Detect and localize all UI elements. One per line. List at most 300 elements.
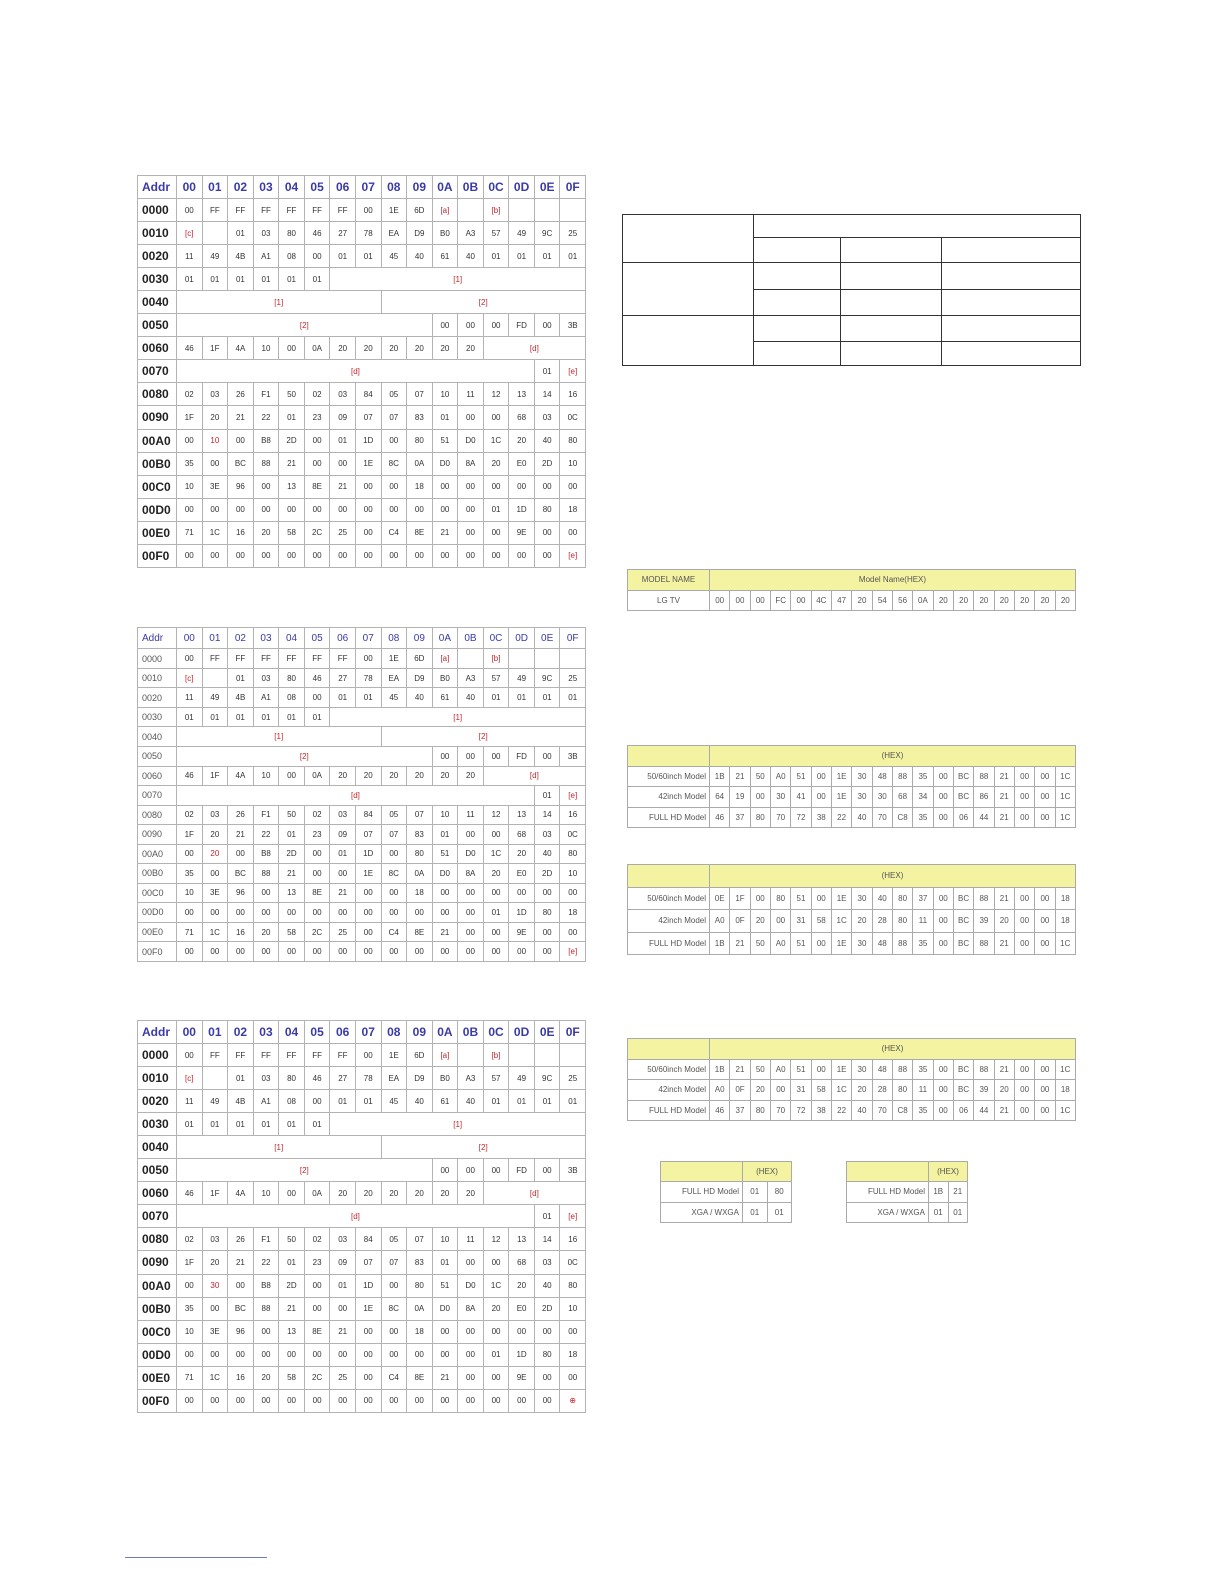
hex-cell: 00 bbox=[432, 498, 458, 521]
hex-cell: 1E bbox=[831, 766, 851, 787]
small-header-label bbox=[661, 1162, 743, 1182]
hex-row-0030 bbox=[138, 707, 586, 727]
hex-cell: 1E bbox=[355, 864, 381, 884]
hex-cell: 00 bbox=[381, 942, 407, 962]
hex-cell: 30 bbox=[852, 766, 872, 787]
hex-cell: 1F bbox=[177, 406, 203, 429]
hex-cell: 4B bbox=[228, 245, 254, 268]
hex-cell: 35 bbox=[913, 766, 933, 787]
timing-header-hex: (HEX) bbox=[710, 746, 1076, 767]
hex-cell: 00 bbox=[253, 1343, 279, 1366]
empty-cell bbox=[841, 263, 941, 290]
hex-cell: 20 bbox=[432, 1182, 458, 1205]
hex-cell bbox=[458, 199, 484, 222]
hex-cell: 00 bbox=[1014, 1100, 1034, 1121]
row-address: 0040 bbox=[138, 1136, 177, 1159]
hex-cell: 00 bbox=[432, 544, 458, 567]
hex-cell: BC bbox=[228, 452, 254, 475]
hex-cell: 00 bbox=[534, 746, 560, 766]
model-label: FULL HD Model bbox=[628, 1100, 710, 1121]
hex-cell: BC bbox=[228, 1297, 254, 1320]
hex-cell: 20 bbox=[750, 1080, 770, 1101]
hex-cell: [c] bbox=[177, 222, 203, 245]
hex-cell: 01 bbox=[743, 1182, 768, 1202]
hex-cell: 30 bbox=[852, 887, 872, 910]
hex-cell: 13 bbox=[509, 1228, 535, 1251]
hex-cell: 00 bbox=[432, 883, 458, 903]
hex-cell: 58 bbox=[279, 521, 305, 544]
hex-cell: 01 bbox=[228, 222, 254, 245]
hex-cell: 0A bbox=[913, 590, 933, 611]
hex-cell: 1C bbox=[483, 429, 509, 452]
hex-cell: 00 bbox=[770, 1080, 790, 1101]
hex-cell: 20 bbox=[407, 766, 433, 786]
hex-cell: 48 bbox=[872, 1059, 892, 1080]
hex-column-header: 06 bbox=[330, 1021, 356, 1044]
hex-cell: D9 bbox=[407, 222, 433, 245]
hex-column-header: 02 bbox=[228, 1021, 254, 1044]
hex-cell: 00 bbox=[355, 883, 381, 903]
hex-cell: 00 bbox=[355, 649, 381, 669]
row-address: 00B0 bbox=[138, 864, 177, 884]
hex-cell: 07 bbox=[381, 1251, 407, 1274]
hex-cell: 8A bbox=[458, 452, 484, 475]
hex-cell: 01 bbox=[483, 688, 509, 708]
hex-cell: 1B bbox=[929, 1182, 949, 1202]
hex-cell: 03 bbox=[253, 1067, 279, 1090]
hex-cell: A3 bbox=[458, 1067, 484, 1090]
hex-row-0020 bbox=[138, 688, 586, 708]
hex-cell: 1C bbox=[202, 521, 228, 544]
hex-cell: 0C bbox=[560, 825, 586, 845]
hex-cell: 00 bbox=[304, 864, 330, 884]
hex-cell: 00 bbox=[458, 825, 484, 845]
hex-cell: 45 bbox=[381, 245, 407, 268]
hex-cell: 37 bbox=[730, 1100, 750, 1121]
model-name-header: MODEL NAME bbox=[628, 570, 710, 591]
model-name-hex-header: Model Name(HEX) bbox=[710, 570, 1076, 591]
hex-cell: 6D bbox=[407, 649, 433, 669]
hex-cell: 10 bbox=[177, 883, 203, 903]
hex-cell: 00 bbox=[1014, 1059, 1034, 1080]
hex-cell: 00 bbox=[933, 787, 953, 808]
row-address: 0050 bbox=[138, 746, 177, 766]
hex-cell: [2] bbox=[381, 1136, 586, 1159]
hex-cell: 00 bbox=[304, 245, 330, 268]
hex-cell: 00 bbox=[509, 1320, 535, 1343]
hex-cell: E0 bbox=[509, 1297, 535, 1320]
hex-cell: 01 bbox=[177, 1113, 203, 1136]
hex-cell: BC bbox=[953, 766, 973, 787]
hex-cell: 88 bbox=[974, 932, 994, 955]
hex-dump-table-1 bbox=[137, 175, 586, 568]
hex-row-0000 bbox=[138, 649, 586, 669]
hex-cell: FD bbox=[509, 314, 535, 337]
hex-cell: 78 bbox=[355, 1067, 381, 1090]
hex-cell: 58 bbox=[279, 1366, 305, 1389]
hex-cell: [d] bbox=[483, 337, 585, 360]
hex-cell: 61 bbox=[432, 1090, 458, 1113]
hex-cell: 1C bbox=[202, 922, 228, 942]
hex-cell: 88 bbox=[974, 766, 994, 787]
hex-column-header: 08 bbox=[381, 1021, 407, 1044]
hex-cell: 03 bbox=[202, 383, 228, 406]
hex-cell: 00 bbox=[279, 903, 305, 923]
hex-cell bbox=[202, 222, 228, 245]
hex-cell: 40 bbox=[458, 1090, 484, 1113]
hex-cell: 8C bbox=[381, 864, 407, 884]
model-name-value: LG TV bbox=[628, 590, 710, 611]
hex-cell: [b] bbox=[483, 649, 509, 669]
hex-cell: 00 bbox=[458, 314, 484, 337]
hex-cell: 00 bbox=[355, 1044, 381, 1067]
hex-cell: 00 bbox=[330, 864, 356, 884]
hex-cell: 00 bbox=[407, 1343, 433, 1366]
hex-cell: 21 bbox=[432, 922, 458, 942]
hex-cell: 00 bbox=[483, 883, 509, 903]
hex-cell: 00 bbox=[407, 942, 433, 962]
hex-cell: 00 bbox=[304, 688, 330, 708]
model-label: FULL HD Model bbox=[847, 1182, 929, 1202]
hex-column-header: 0C bbox=[483, 1021, 509, 1044]
hex-cell: 31 bbox=[791, 1080, 811, 1101]
hex-cell: 20 bbox=[994, 590, 1014, 611]
hex-cell: 00 bbox=[304, 452, 330, 475]
hex-cell: 20 bbox=[458, 337, 484, 360]
hex-cell: 00 bbox=[279, 337, 305, 360]
model-label: XGA / WXGA bbox=[661, 1202, 743, 1222]
hex-cell: 00 bbox=[228, 1274, 254, 1297]
hex-cell: 22 bbox=[253, 1251, 279, 1274]
hex-row-0080 bbox=[138, 383, 586, 406]
hex-cell: 23 bbox=[304, 406, 330, 429]
hex-row-00B0 bbox=[138, 1297, 586, 1320]
hex-cell: 50 bbox=[750, 932, 770, 955]
hex-cell: 00 bbox=[483, 406, 509, 429]
row-address: 0020 bbox=[138, 245, 177, 268]
hex-row-0020 bbox=[138, 1090, 586, 1113]
hex-cell: 07 bbox=[355, 825, 381, 845]
hex-cell: 22 bbox=[831, 1100, 851, 1121]
hex-row-00F0 bbox=[138, 1389, 586, 1412]
hex-cell: 01 bbox=[929, 1202, 949, 1222]
hex-cell: 80 bbox=[560, 429, 586, 452]
hex-cell: 00 bbox=[432, 1320, 458, 1343]
hex-row-00B0 bbox=[138, 864, 586, 884]
hex-cell: 00 bbox=[509, 942, 535, 962]
hex-cell: 39 bbox=[974, 1080, 994, 1101]
hex-cell: 00 bbox=[1014, 766, 1034, 787]
hex-cell: 01 bbox=[304, 707, 330, 727]
hex-column-header: 0D bbox=[509, 628, 535, 649]
hex-cell: 0F bbox=[730, 1080, 750, 1101]
hex-cell: 18 bbox=[1055, 887, 1075, 910]
hex-cell: 6D bbox=[407, 199, 433, 222]
hex-cell: 45 bbox=[381, 688, 407, 708]
hex-cell: 20 bbox=[253, 922, 279, 942]
timing-header-row bbox=[628, 865, 1076, 888]
hex-cell: 8C bbox=[381, 1297, 407, 1320]
hex-cell: 2C bbox=[304, 521, 330, 544]
hex-cell: 51 bbox=[791, 887, 811, 910]
hex-cell: 00 bbox=[330, 1297, 356, 1320]
hex-cell: 00 bbox=[458, 1389, 484, 1412]
hex-cell: 00 bbox=[355, 475, 381, 498]
hex-cell: 00 bbox=[304, 844, 330, 864]
hex-cell: 21 bbox=[948, 1182, 968, 1202]
hex-cell: 00 bbox=[432, 1159, 458, 1182]
hex-cell: 20 bbox=[852, 1080, 872, 1101]
hex-cell bbox=[534, 1044, 560, 1067]
hex-cell: 1C bbox=[1055, 932, 1075, 955]
hex-cell: [d] bbox=[483, 766, 585, 786]
hex-cell: 20 bbox=[994, 910, 1014, 933]
hex-cell: 40 bbox=[458, 688, 484, 708]
hex-cell: [d] bbox=[177, 786, 535, 806]
hex-cell: 16 bbox=[228, 922, 254, 942]
hex-cell: 25 bbox=[330, 1366, 356, 1389]
empty-cell bbox=[941, 316, 1080, 342]
hex-cell: 00 bbox=[355, 922, 381, 942]
hex-cell: B8 bbox=[253, 1274, 279, 1297]
hex-cell: 00 bbox=[933, 766, 953, 787]
hex-cell: 35 bbox=[913, 807, 933, 828]
hex-cell: 1F bbox=[177, 825, 203, 845]
hex-cell: 1E bbox=[381, 649, 407, 669]
row-address: 0020 bbox=[138, 1090, 177, 1113]
hex-cell: 9E bbox=[509, 922, 535, 942]
hex-cell: 88 bbox=[253, 1297, 279, 1320]
hex-cell: FF bbox=[304, 649, 330, 669]
hex-cell: 03 bbox=[202, 1228, 228, 1251]
hex-cell: 49 bbox=[202, 1090, 228, 1113]
row-address: 0060 bbox=[138, 337, 177, 360]
hex-cell: FF bbox=[304, 1044, 330, 1067]
hex-cell: 01 bbox=[279, 1113, 305, 1136]
hex-cell: 01 bbox=[509, 688, 535, 708]
hex-row-0090 bbox=[138, 825, 586, 845]
hex-cell: E0 bbox=[509, 452, 535, 475]
hex-cell: FF bbox=[279, 649, 305, 669]
hex-cell: 8E bbox=[407, 1366, 433, 1389]
hex-cell: 01 bbox=[330, 1274, 356, 1297]
hex-cell: 3E bbox=[202, 475, 228, 498]
hex-cell: 18 bbox=[1055, 1080, 1075, 1101]
hex-cell: 00 bbox=[253, 1320, 279, 1343]
hex-cell: 80 bbox=[892, 1080, 912, 1101]
hex-cell: 22 bbox=[831, 807, 851, 828]
hex-cell: 46 bbox=[177, 766, 203, 786]
hex-cell: 00 bbox=[407, 1389, 433, 1412]
hex-cell: 10 bbox=[253, 766, 279, 786]
hex-cell: 00 bbox=[228, 498, 254, 521]
hex-cell: FD bbox=[509, 746, 535, 766]
hex-cell: 50 bbox=[750, 1059, 770, 1080]
hex-cell: 2C bbox=[304, 922, 330, 942]
hex-cell: 00 bbox=[355, 1343, 381, 1366]
hex-cell: 88 bbox=[892, 1059, 912, 1080]
hex-cell: 00 bbox=[1035, 807, 1055, 828]
hex-cell: 00 bbox=[811, 887, 831, 910]
hex-cell: FF bbox=[330, 199, 356, 222]
hex-cell: 21 bbox=[228, 406, 254, 429]
row-address: 0050 bbox=[138, 314, 177, 337]
hex-cell: 38 bbox=[811, 807, 831, 828]
hex-cell: B8 bbox=[253, 429, 279, 452]
hex-cell: 30 bbox=[202, 1274, 228, 1297]
hex-cell: F1 bbox=[253, 1228, 279, 1251]
hex-row-0060 bbox=[138, 766, 586, 786]
empty-cell bbox=[841, 290, 941, 316]
hex-row-0010 bbox=[138, 1067, 586, 1090]
hex-cell: 40 bbox=[534, 429, 560, 452]
hex-cell: ⊕ bbox=[560, 1389, 586, 1412]
hex-cell: 00 bbox=[381, 844, 407, 864]
empty-cell bbox=[941, 263, 1080, 290]
hex-cell: 00 bbox=[750, 787, 770, 808]
hex-row-0020 bbox=[138, 245, 586, 268]
hex-cell: 8C bbox=[381, 452, 407, 475]
hex-cell: 6D bbox=[407, 1044, 433, 1067]
hex-row-00E0 bbox=[138, 922, 586, 942]
hex-cell: 01 bbox=[483, 498, 509, 521]
hex-cell: D9 bbox=[407, 1067, 433, 1090]
row-address: 00D0 bbox=[138, 903, 177, 923]
hex-cell: 11 bbox=[458, 805, 484, 825]
hex-cell: 00 bbox=[228, 903, 254, 923]
hex-cell: 0E bbox=[710, 887, 730, 910]
hex-cell: 21 bbox=[730, 1059, 750, 1080]
hex-cell: 00 bbox=[381, 1320, 407, 1343]
hex-cell: 10 bbox=[253, 337, 279, 360]
hex-cell: 01 bbox=[432, 1251, 458, 1274]
hex-cell: 00 bbox=[483, 521, 509, 544]
hex-cell: 00 bbox=[202, 1297, 228, 1320]
hex-cell: 00 bbox=[177, 1274, 203, 1297]
hex-row-00E0 bbox=[138, 1366, 586, 1389]
hex-cell: 27 bbox=[330, 668, 356, 688]
hex-cell: 00 bbox=[560, 521, 586, 544]
hex-cell: 01 bbox=[304, 1113, 330, 1136]
row-address: 0070 bbox=[138, 360, 177, 383]
hex-cell: 46 bbox=[177, 337, 203, 360]
hex-cell: 00 bbox=[534, 1366, 560, 1389]
hex-cell: 10 bbox=[560, 452, 586, 475]
hex-cell: 00 bbox=[177, 199, 203, 222]
hex-cell: 1D bbox=[355, 429, 381, 452]
hex-cell: 05 bbox=[381, 805, 407, 825]
hex-cell: [a] bbox=[432, 649, 458, 669]
hex-cell: 00 bbox=[1035, 766, 1055, 787]
hex-cell: 30 bbox=[852, 787, 872, 808]
hex-row-0070 bbox=[138, 786, 586, 806]
hex-cell: 80 bbox=[407, 1274, 433, 1297]
hex-cell: 1E bbox=[381, 1044, 407, 1067]
hex-cell: 00 bbox=[202, 1389, 228, 1412]
hex-cell: 72 bbox=[791, 807, 811, 828]
timing-header-row bbox=[628, 1039, 1076, 1060]
hex-cell: 2C bbox=[304, 1366, 330, 1389]
hex-cell: 9C bbox=[534, 222, 560, 245]
hex-cell: [b] bbox=[483, 1044, 509, 1067]
addr-header: Addr bbox=[138, 1021, 177, 1044]
hex-cell: 2D bbox=[534, 864, 560, 884]
hex-cell: 40 bbox=[407, 1090, 433, 1113]
hex-cell: 48 bbox=[872, 766, 892, 787]
hex-cell: 00 bbox=[1035, 932, 1055, 955]
hex-cell: 3E bbox=[202, 1320, 228, 1343]
small-row bbox=[847, 1182, 968, 1202]
hex-cell: 10 bbox=[560, 1297, 586, 1320]
hex-cell: [2] bbox=[381, 727, 586, 747]
hex-cell: 20 bbox=[330, 1182, 356, 1205]
hex-cell: 88 bbox=[892, 766, 912, 787]
hex-column-header: 0B bbox=[458, 1021, 484, 1044]
small-header-row bbox=[847, 1162, 968, 1182]
hex-cell: 1C bbox=[1055, 1059, 1075, 1080]
hex-cell: 00 bbox=[710, 590, 730, 611]
hex-cell: A0 bbox=[770, 1059, 790, 1080]
hex-cell: 28 bbox=[872, 910, 892, 933]
hex-cell: 39 bbox=[974, 910, 994, 933]
hex-cell: 00 bbox=[560, 1320, 586, 1343]
row-address: 0010 bbox=[138, 1067, 177, 1090]
hex-cell: 00 bbox=[432, 475, 458, 498]
hex-row-0060 bbox=[138, 337, 586, 360]
hex-column-header: 02 bbox=[228, 628, 254, 649]
hex-cell: 00 bbox=[381, 1343, 407, 1366]
hex-cell: 70 bbox=[770, 807, 790, 828]
hex-cell: 58 bbox=[279, 922, 305, 942]
hex-cell: 1D bbox=[509, 1343, 535, 1366]
hex-cell: 00 bbox=[432, 903, 458, 923]
hex-cell: 03 bbox=[534, 406, 560, 429]
hex-cell: 00 bbox=[483, 1159, 509, 1182]
hex-cell: 48 bbox=[872, 932, 892, 955]
empty-cell bbox=[623, 316, 754, 366]
hex-cell: 01 bbox=[432, 825, 458, 845]
hex-cell: 80 bbox=[534, 498, 560, 521]
hex-cell: 21 bbox=[432, 1366, 458, 1389]
hex-column-header: 02 bbox=[228, 176, 254, 199]
row-address: 0060 bbox=[138, 766, 177, 786]
hex-cell: 00 bbox=[177, 942, 203, 962]
hex-cell: 26 bbox=[228, 383, 254, 406]
hex-cell: 56 bbox=[892, 590, 912, 611]
hex-cell: 00 bbox=[253, 942, 279, 962]
hex-cell: 10 bbox=[560, 864, 586, 884]
hex-cell: 00 bbox=[432, 746, 458, 766]
hex-cell: 96 bbox=[228, 883, 254, 903]
hex-cell: [2] bbox=[177, 314, 433, 337]
hex-cell: 00 bbox=[202, 544, 228, 567]
hex-cell: 23 bbox=[304, 825, 330, 845]
hex-cell: 0A bbox=[304, 1182, 330, 1205]
addr-header: Addr bbox=[138, 628, 177, 649]
hex-cell: 00 bbox=[381, 1274, 407, 1297]
hex-column-header: 08 bbox=[381, 628, 407, 649]
hex-cell: 51 bbox=[432, 429, 458, 452]
hex-column-header: 04 bbox=[279, 1021, 305, 1044]
hex-cell: 21 bbox=[279, 452, 305, 475]
hex-cell: 03 bbox=[330, 805, 356, 825]
hex-cell: 86 bbox=[974, 787, 994, 808]
hex-cell: 20 bbox=[953, 590, 973, 611]
hex-column-header: 03 bbox=[253, 628, 279, 649]
hex-cell: 16 bbox=[560, 1228, 586, 1251]
hex-cell: 00 bbox=[458, 883, 484, 903]
hex-column-header: 0F bbox=[560, 628, 586, 649]
